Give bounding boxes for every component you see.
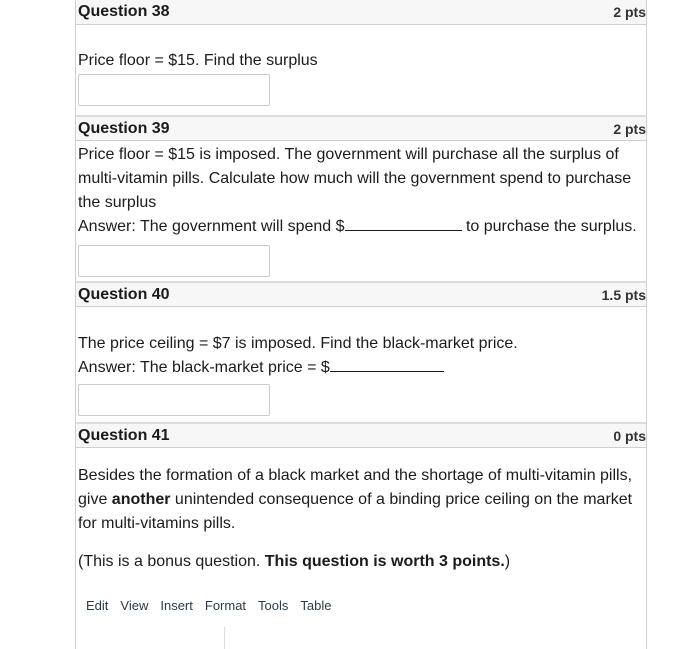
question-text: Price floor = $15 is imposed. The government will purchase all the surplus of multi-vitamin pills. Calculate how much will the government spend to purchase the surplus xyxy=(78,146,632,211)
rich-editor-toolbar xyxy=(75,623,647,649)
question-text xyxy=(78,464,643,536)
question-39 xyxy=(75,115,647,281)
menu-format[interactable]: Format xyxy=(204,598,247,613)
question-title: Question 40 xyxy=(78,285,170,303)
question-38 xyxy=(75,0,647,115)
question-header xyxy=(75,422,647,448)
answer-input[interactable] xyxy=(78,245,270,277)
question-body xyxy=(75,307,647,422)
question-title: Question 39 xyxy=(78,119,170,137)
question-text-emphasis: another xyxy=(111,491,171,508)
question-text: Price floor = $15. Find the surplus xyxy=(78,52,318,69)
answer-sentence xyxy=(78,356,646,380)
menu-tools[interactable]: Tools xyxy=(258,598,289,613)
question-40 xyxy=(75,281,647,422)
answer-suffix: to purchase the surplus. xyxy=(461,218,637,235)
question-41 xyxy=(75,422,647,649)
question-text-part: unintended consequence of a binding price ceiling on the market for multi-vitamins pills. xyxy=(78,491,633,532)
bonus-note-part: ) xyxy=(504,553,511,570)
answer-blank-line xyxy=(330,356,444,372)
question-title: Question 38 xyxy=(78,3,170,20)
question-points: 2 pts xyxy=(613,4,646,20)
answer-input[interactable] xyxy=(78,384,270,416)
question-header xyxy=(75,281,647,307)
question-body xyxy=(75,448,647,649)
menu-view[interactable]: View xyxy=(120,598,149,613)
toolbar-divider xyxy=(224,627,225,649)
question-points: 0 pts xyxy=(613,427,646,444)
answer-blank-line xyxy=(345,215,462,231)
answer-sentence xyxy=(78,215,646,239)
question-title: Question 41 xyxy=(78,426,170,444)
question-header xyxy=(75,0,647,25)
question-header xyxy=(75,115,647,141)
bonus-note xyxy=(78,550,646,574)
answer-prefix: Answer: The government will spend $ xyxy=(78,218,345,235)
question-text: The price ceiling = $7 is imposed. Find the black-market price. xyxy=(78,335,518,352)
bonus-note-part: (This is a bonus question. xyxy=(78,553,265,570)
question-text-part: Besides the formation of a black market and the shortage of multi-vitamin pills, give xyxy=(78,467,633,508)
rich-editor-menubar xyxy=(78,594,646,618)
answer-input[interactable] xyxy=(78,74,270,106)
menu-insert[interactable]: Insert xyxy=(160,598,193,613)
answer-prefix: Answer: The black-market price = $ xyxy=(78,359,330,376)
menu-table[interactable]: Table xyxy=(300,598,332,613)
question-body xyxy=(75,141,647,281)
question-body xyxy=(75,25,647,115)
question-points: 1.5 pts xyxy=(601,286,646,303)
bonus-note-emphasis: This question is worth 3 points. xyxy=(264,553,505,570)
menu-edit[interactable]: Edit xyxy=(86,598,109,613)
question-points: 2 pts xyxy=(613,120,646,137)
